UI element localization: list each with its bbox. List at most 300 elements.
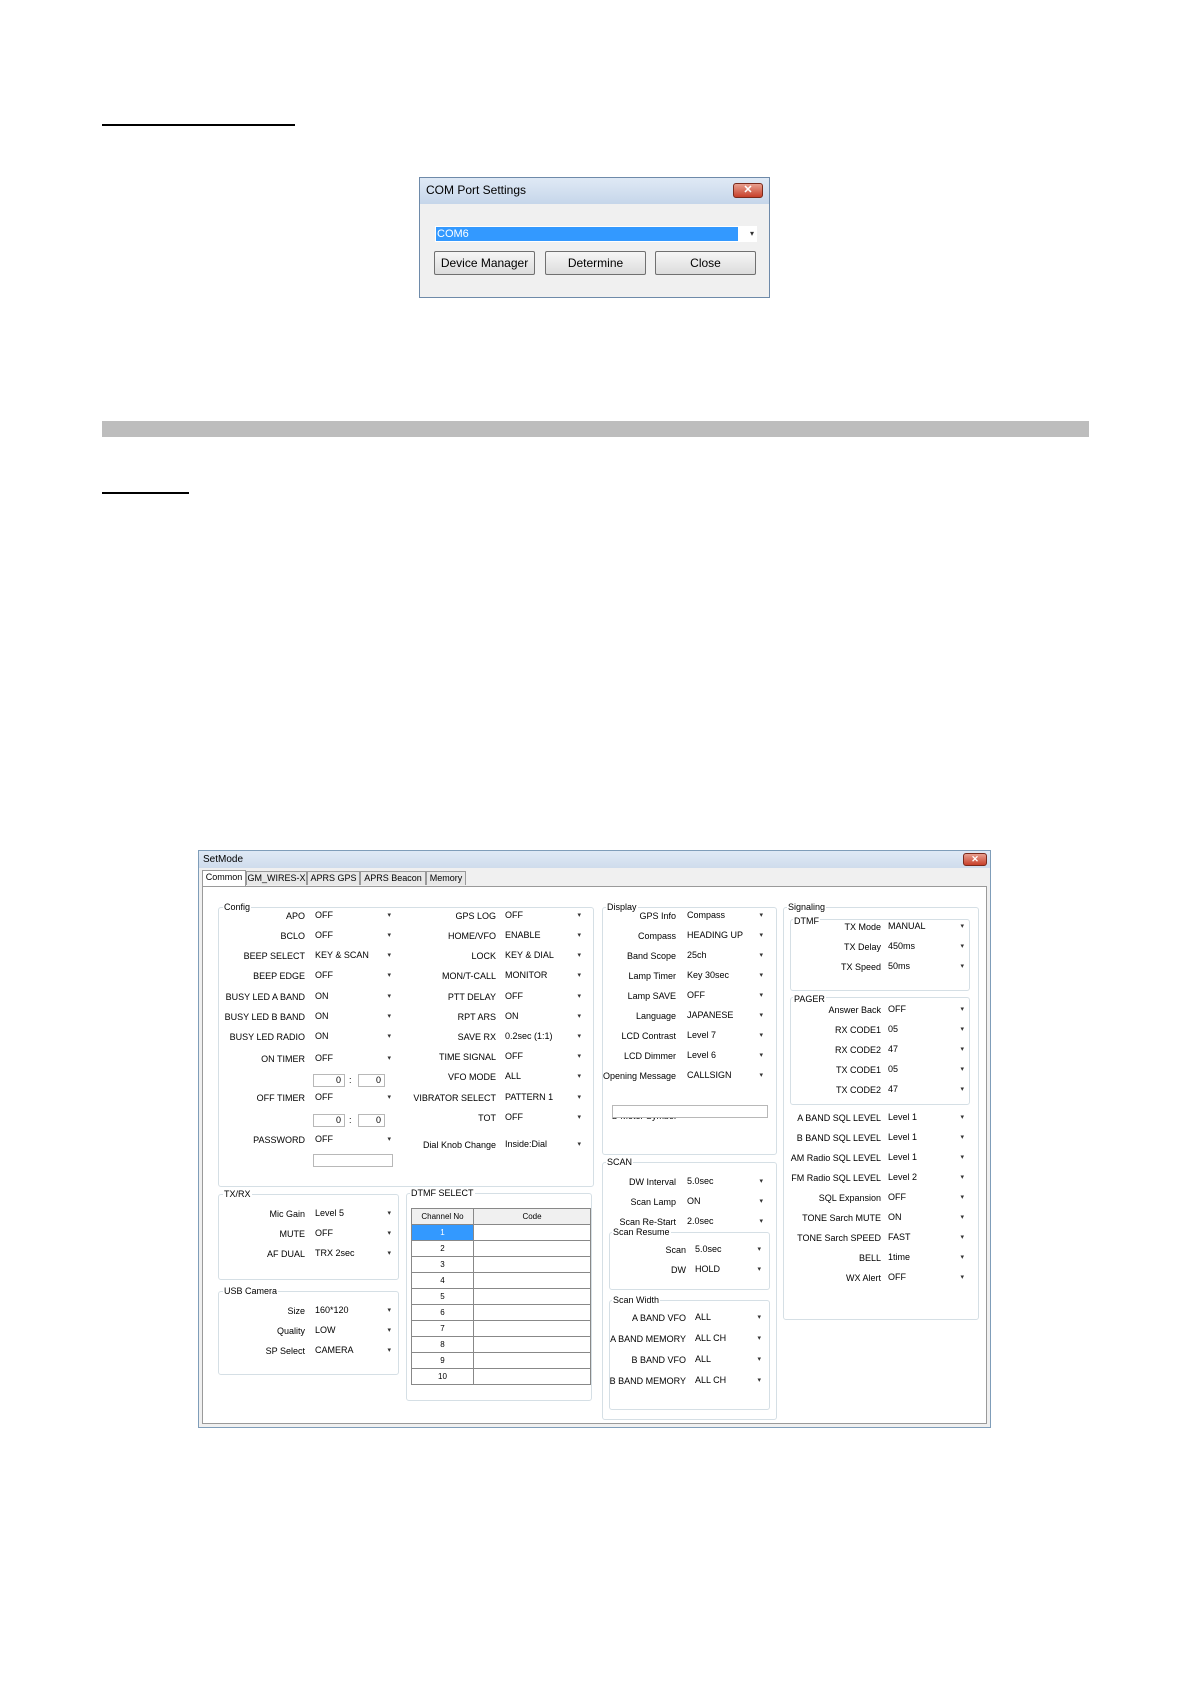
apo-value: OFF: [315, 910, 333, 920]
chevron-down-icon[interactable]: ▾: [577, 952, 581, 959]
chevron-down-icon[interactable]: ▾: [960, 1026, 964, 1033]
setmode-window: [198, 850, 991, 1428]
chevron-down-icon[interactable]: ▾: [387, 932, 391, 939]
quality-value: LOW: [315, 1325, 336, 1335]
chevron-down-icon[interactable]: ▾: [960, 1154, 964, 1161]
chevron-down-icon[interactable]: ▾: [387, 1033, 391, 1040]
channel-number[interactable]: 4: [412, 1273, 474, 1289]
table-row[interactable]: [412, 1257, 591, 1273]
vibrator-select-value: PATTERN 1: [505, 1092, 554, 1102]
chevron-down-icon[interactable]: ▾: [577, 1033, 581, 1040]
close-icon[interactable]: ✕: [733, 183, 763, 198]
chevron-down-icon[interactable]: ▾: [960, 1006, 964, 1013]
a-band-sql-level-select[interactable]: [886, 1111, 966, 1124]
tab-gm-wires-x[interactable]: GM_WIRES-X: [247, 873, 306, 883]
setmode-title: SetMode: [203, 854, 244, 865]
signaling-group-label: Signaling: [788, 902, 826, 912]
beep-select-select[interactable]: [313, 949, 393, 962]
af-dual-value: TRX 2sec: [315, 1248, 355, 1258]
chevron-down-icon[interactable]: ▾: [577, 932, 581, 939]
rpt-ars-select[interactable]: [503, 1010, 583, 1023]
channel-code[interactable]: [474, 1321, 591, 1337]
dtmf-col-channel: Channel No: [412, 1209, 474, 1225]
chevron-down-icon[interactable]: ▾: [757, 1335, 761, 1342]
size-value: 160*120: [315, 1305, 349, 1315]
table-row[interactable]: [412, 1289, 591, 1305]
b-band-sql-level-select[interactable]: [886, 1131, 966, 1144]
mon-t-call-value: MONITOR: [505, 970, 548, 980]
on-timer-value: OFF: [315, 1053, 333, 1063]
lcd-dimmer-label: LCD Dimmer: [623, 1051, 676, 1061]
channel-code[interactable]: [474, 1257, 591, 1273]
chevron-down-icon[interactable]: ▾: [387, 1136, 391, 1143]
scan-label: Scan: [665, 1245, 686, 1255]
dw-select[interactable]: [693, 1263, 763, 1276]
lock-label: LOCK: [471, 951, 496, 961]
busy-led-b-band-label: BUSY LED B BAND: [224, 1012, 305, 1022]
beep-select-value: KEY & SCAN: [315, 950, 369, 960]
b-band-vfo-select[interactable]: [693, 1353, 763, 1366]
mic-gain-label: Mic Gain: [269, 1209, 305, 1219]
lamp-timer-select[interactable]: [685, 969, 765, 982]
dw-value: HOLD: [695, 1264, 721, 1274]
dtmf-select-label: DTMF SELECT: [411, 1188, 474, 1198]
chevron-down-icon[interactable]: ▾: [960, 943, 964, 950]
time-signal-value: OFF: [505, 1051, 523, 1061]
a-band-vfo-select[interactable]: [693, 1311, 763, 1324]
fm-radio-sql-level-value: Level 2: [888, 1172, 918, 1182]
mon-t-call-label: MON/T-CALL: [441, 971, 496, 981]
chevron-down-icon[interactable]: ▾: [577, 1013, 581, 1020]
lcd-contrast-select[interactable]: [685, 1029, 765, 1042]
a-band-memory-value: ALL CH: [695, 1333, 727, 1343]
mic-gain-value: Level 5: [315, 1208, 345, 1218]
chevron-down-icon[interactable]: ▾: [387, 952, 391, 959]
ptt-delay-select[interactable]: [503, 990, 583, 1003]
tx-mode-select[interactable]: [886, 920, 966, 933]
band-scope-label: Band Scope: [626, 951, 676, 961]
tx-code1-value: 05: [888, 1064, 899, 1074]
vfo-mode-select[interactable]: [503, 1070, 583, 1083]
busy-led-a-band-select[interactable]: [313, 990, 393, 1003]
chevron-down-icon[interactable]: ▾: [387, 1013, 391, 1020]
rpt-ars-value: ON: [505, 1011, 519, 1021]
size-select[interactable]: [313, 1304, 393, 1317]
apo-label: APO: [285, 911, 305, 921]
dial-knob-change-select[interactable]: [503, 1138, 583, 1151]
vibrator-select-label: VIBRATOR SELECT: [413, 1093, 496, 1103]
password-value: OFF: [315, 1134, 333, 1144]
chevron-down-icon[interactable]: ▾: [387, 1210, 391, 1217]
am-radio-sql-level-select[interactable]: [886, 1151, 966, 1164]
channel-number[interactable]: 9: [412, 1353, 474, 1369]
scan-width-label: Scan Width: [613, 1295, 660, 1305]
quality-select[interactable]: [313, 1324, 393, 1337]
beep-edge-value: OFF: [315, 970, 333, 980]
off-timer-select[interactable]: [313, 1091, 393, 1104]
table-row[interactable]: [412, 1273, 591, 1289]
ptt-delay-value: OFF: [505, 991, 523, 1001]
tx-delay-label: TX Delay: [843, 942, 881, 952]
chevron-down-icon[interactable]: ▾: [960, 1046, 964, 1053]
answer-back-label: Answer Back: [828, 1005, 881, 1015]
language-label: Language: [635, 1011, 676, 1021]
ptt-delay-label: PTT DELAY: [447, 992, 496, 1002]
channel-number[interactable]: 6: [412, 1305, 474, 1321]
chevron-down-icon[interactable]: ▾: [759, 952, 763, 959]
channel-number[interactable]: 8: [412, 1337, 474, 1353]
a-band-memory-select[interactable]: [693, 1332, 763, 1345]
dialog-title: COM Port Settings: [426, 183, 527, 197]
usb-camera-group-label: USB Camera: [224, 1286, 278, 1296]
tx-speed-select[interactable]: [886, 960, 966, 973]
tot-select[interactable]: [503, 1111, 583, 1124]
password-label: PASSWORD: [253, 1135, 305, 1145]
lcd-contrast-value: Level 7: [687, 1030, 717, 1040]
scan-select[interactable]: [693, 1243, 763, 1256]
scan-lamp-select[interactable]: [685, 1195, 765, 1208]
rx-code2-label: RX CODE2: [834, 1045, 881, 1055]
channel-code[interactable]: [474, 1369, 591, 1385]
chevron-down-icon[interactable]: ▾: [387, 1094, 391, 1101]
tx-mode-value: MANUAL: [888, 921, 926, 931]
answer-back-select[interactable]: [886, 1003, 966, 1016]
am-radio-sql-level-value: Level 1: [888, 1152, 918, 1162]
tx-code1-label: TX CODE1: [835, 1065, 881, 1075]
gps-log-select[interactable]: [503, 909, 583, 922]
com-port-select[interactable]: [435, 226, 757, 242]
channel-code[interactable]: [474, 1289, 591, 1305]
table-row[interactable]: [412, 1225, 591, 1241]
chevron-down-icon[interactable]: ▾: [960, 1134, 964, 1141]
dtmf-table: [411, 1208, 591, 1385]
vfo-mode-value: ALL: [505, 1071, 522, 1081]
mute-label: MUTE: [279, 1229, 305, 1239]
gps-info-label: GPS Info: [639, 911, 676, 921]
rx-code1-label: RX CODE1: [834, 1025, 881, 1035]
lamp-save-label: Lamp SAVE: [627, 991, 676, 1001]
dtmf-group-label: DTMF: [794, 916, 819, 926]
chevron-down-icon[interactable]: ▾: [759, 992, 763, 999]
pager-group-label: PAGER: [794, 994, 825, 1004]
table-row[interactable]: [412, 1337, 591, 1353]
time-signal-label: TIME SIGNAL: [438, 1052, 496, 1062]
tx-mode-label: TX Mode: [844, 922, 881, 932]
lock-value: KEY & DIAL: [505, 950, 554, 960]
sql-expansion-value: OFF: [888, 1192, 906, 1202]
chevron-down-icon[interactable]: ▾: [759, 1012, 763, 1019]
sp-select-label: SP Select: [265, 1346, 305, 1356]
chevron-down-icon[interactable]: ▾: [960, 1174, 964, 1181]
chevron-down-icon[interactable]: ▾: [759, 912, 763, 919]
rx-code1-select[interactable]: [886, 1023, 966, 1036]
chevron-down-icon[interactable]: ▾: [759, 972, 763, 979]
tone-sarch-speed-label: TONE Sarch SPEED: [797, 1233, 881, 1243]
tab-common[interactable]: Common: [202, 870, 246, 886]
off-timer-value: OFF: [315, 1092, 333, 1102]
busy-led-radio-label: BUSY LED RADIO: [229, 1032, 305, 1042]
close-icon[interactable]: ✕: [963, 853, 987, 866]
compass-select[interactable]: [685, 929, 765, 942]
chevron-down-icon[interactable]: ▾: [960, 1254, 964, 1261]
lcd-contrast-label: LCD Contrast: [621, 1031, 676, 1041]
table-row[interactable]: [412, 1321, 591, 1337]
compass-value: HEADING UP: [687, 930, 744, 940]
opening-message-label: Opening Message: [602, 1071, 676, 1081]
gps-log-value: OFF: [505, 910, 523, 920]
channel-number[interactable]: 5: [412, 1289, 474, 1305]
time-signal-select[interactable]: [503, 1050, 583, 1063]
on-timer-label: ON TIMER: [261, 1054, 305, 1064]
b-band-sql-level-value: Level 1: [888, 1132, 918, 1142]
chevron-down-icon[interactable]: ▾: [960, 1086, 964, 1093]
vibrator-select-select[interactable]: [503, 1091, 583, 1104]
home-vfo-select[interactable]: [503, 929, 583, 942]
busy-led-a-band-label: BUSY LED A BAND: [225, 992, 305, 1002]
beep-edge-label: BEEP EDGE: [253, 971, 305, 981]
a-band-memory-label: A BAND MEMORY: [610, 1334, 686, 1344]
dial-knob-change-value: Inside:Dial: [505, 1139, 548, 1149]
on-timer-select[interactable]: [313, 1052, 393, 1065]
bclo-value: OFF: [315, 930, 333, 940]
determine-button[interactable]: Determine: [545, 251, 646, 275]
channel-number[interactable]: 7: [412, 1321, 474, 1337]
tot-value: OFF: [505, 1112, 523, 1122]
password-input[interactable]: [313, 1154, 393, 1167]
b-band-sql-level-label: B BAND SQL LEVEL: [796, 1133, 881, 1143]
language-select[interactable]: [685, 1009, 765, 1022]
chevron-down-icon[interactable]: ▾: [387, 993, 391, 1000]
apo-select[interactable]: [313, 909, 393, 922]
tot-label: TOT: [478, 1113, 496, 1123]
channel-code[interactable]: [474, 1353, 591, 1369]
save-rx-value: 0.2sec (1:1): [505, 1031, 553, 1041]
chevron-down-icon[interactable]: ▾: [387, 972, 391, 979]
chevron-down-icon[interactable]: ▾: [387, 1055, 391, 1062]
gps-info-select[interactable]: [685, 909, 765, 922]
on-timer-hours-input[interactable]: 0: [313, 1074, 345, 1087]
save-rx-select[interactable]: [503, 1030, 583, 1043]
tx-code2-value: 47: [888, 1084, 899, 1094]
tx-code2-select[interactable]: [886, 1083, 966, 1096]
quality-label: Quality: [276, 1326, 305, 1336]
chevron-down-icon[interactable]: ▾: [757, 1246, 761, 1253]
password-select[interactable]: [313, 1133, 393, 1146]
af-dual-label: AF DUAL: [266, 1249, 305, 1259]
chevron-down-icon[interactable]: ▾: [759, 1198, 763, 1205]
scan-lamp-value: ON: [687, 1196, 701, 1206]
tx-delay-select[interactable]: [886, 940, 966, 953]
lamp-save-select[interactable]: [685, 989, 765, 1002]
chevron-down-icon[interactable]: ▾: [387, 1347, 391, 1354]
scan-value: 5.0sec: [695, 1244, 722, 1254]
chevron-down-icon[interactable]: ▾: [960, 1274, 964, 1281]
home-vfo-label: HOME/VFO: [447, 931, 496, 941]
wx-alert-select[interactable]: [886, 1271, 966, 1284]
channel-code[interactable]: [474, 1241, 591, 1257]
tx-code2-label: TX CODE2: [835, 1085, 881, 1095]
opening-message-select[interactable]: [685, 1069, 765, 1082]
chevron-down-icon[interactable]: ▾: [577, 1114, 581, 1121]
rx-code2-value: 47: [888, 1044, 899, 1054]
chevron-down-icon[interactable]: ▾: [757, 1356, 761, 1363]
rpt-ars-label: RPT ARS: [457, 1012, 496, 1022]
fm-radio-sql-level-label: FM Radio SQL LEVEL: [791, 1173, 881, 1183]
tab-memory[interactable]: Memory: [426, 871, 466, 885]
chevron-down-icon[interactable]: ▾: [759, 1218, 763, 1225]
bell-select[interactable]: [886, 1251, 966, 1264]
b-band-vfo-value: ALL: [695, 1354, 712, 1364]
bclo-select[interactable]: [313, 929, 393, 942]
channel-number[interactable]: 1: [412, 1225, 474, 1241]
beep-edge-select[interactable]: [313, 969, 393, 982]
sp-select-value: CAMERA: [315, 1345, 354, 1355]
sql-expansion-label: SQL Expansion: [818, 1193, 881, 1203]
chevron-down-icon[interactable]: ▾: [387, 912, 391, 919]
af-dual-select[interactable]: [313, 1247, 393, 1260]
tab-aprs-gps[interactable]: APRS GPS: [307, 871, 360, 885]
bclo-label: BCLO: [280, 931, 305, 941]
lcd-dimmer-value: Level 6: [687, 1050, 717, 1060]
dw-interval-select[interactable]: [685, 1175, 765, 1188]
tx-speed-value: 50ms: [888, 961, 911, 971]
chevron-down-icon[interactable]: ▾: [960, 923, 964, 930]
busy-led-b-band-select[interactable]: [313, 1010, 393, 1023]
chevron-down-icon[interactable]: ▾: [960, 963, 964, 970]
channel-code[interactable]: [474, 1273, 591, 1289]
mute-select[interactable]: [313, 1227, 393, 1240]
wx-alert-label: WX Alert: [845, 1273, 881, 1283]
chevron-down-icon[interactable]: ▾: [960, 1234, 964, 1241]
channel-code[interactable]: [474, 1337, 591, 1353]
setmode-titlebar: [199, 851, 990, 868]
chevron-down-icon[interactable]: ▾: [759, 1072, 763, 1079]
tone-sarch-speed-select[interactable]: [886, 1231, 966, 1244]
chevron-down-icon[interactable]: ▾: [577, 1073, 581, 1080]
chevron-down-icon[interactable]: ▾: [960, 1066, 964, 1073]
tone-sarch-speed-value: FAST: [888, 1232, 911, 1242]
dw-interval-label: DW Interval: [628, 1177, 676, 1187]
band-scope-select[interactable]: [685, 949, 765, 962]
table-row[interactable]: [412, 1241, 591, 1257]
rx-code1-value: 05: [888, 1024, 899, 1034]
channel-code[interactable]: [474, 1305, 591, 1321]
b-band-memory-value: ALL CH: [695, 1375, 727, 1385]
chevron-down-icon[interactable]: ▾: [387, 1250, 391, 1257]
b-band-vfo-label: B BAND VFO: [631, 1355, 686, 1365]
chevron-down-icon[interactable]: ▾: [757, 1314, 761, 1321]
channel-number[interactable]: 10: [412, 1369, 474, 1385]
chevron-down-icon[interactable]: ▾: [387, 1327, 391, 1334]
tx-delay-value: 450ms: [888, 941, 916, 951]
tx-code1-select[interactable]: [886, 1063, 966, 1076]
table-row[interactable]: [412, 1353, 591, 1369]
chevron-down-icon[interactable]: ▾: [577, 993, 581, 1000]
dialog-titlebar: [420, 178, 769, 204]
chevron-down-icon[interactable]: ▾: [577, 972, 581, 979]
scan-re-start-select[interactable]: [685, 1215, 765, 1228]
dial-knob-change-label: Dial Knob Change: [422, 1140, 496, 1150]
busy-led-radio-select[interactable]: [313, 1030, 393, 1043]
channel-number[interactable]: 2: [412, 1241, 474, 1257]
chevron-down-icon[interactable]: ▾: [577, 1094, 581, 1101]
tone-sarch-mute-select[interactable]: [886, 1211, 966, 1224]
close-button[interactable]: Close: [655, 251, 756, 275]
fm-radio-sql-level-select[interactable]: [886, 1171, 966, 1184]
dw-interval-value: 5.0sec: [687, 1176, 714, 1186]
b-band-memory-select[interactable]: [693, 1374, 763, 1387]
answer-back-value: OFF: [888, 1004, 906, 1014]
opening-message-input[interactable]: [612, 1105, 768, 1118]
on-timer-minutes-input[interactable]: 0: [358, 1074, 385, 1087]
tone-sarch-mute-label: TONE Sarch MUTE: [802, 1213, 881, 1223]
a-band-sql-level-label: A BAND SQL LEVEL: [797, 1113, 881, 1123]
tone-sarch-mute-value: ON: [888, 1212, 902, 1222]
tx-speed-label: TX Speed: [840, 962, 881, 972]
chevron-down-icon[interactable]: ▾: [960, 1214, 964, 1221]
sp-select-select[interactable]: [313, 1344, 393, 1357]
scan-re-start-label: Scan Re-Start: [619, 1217, 676, 1227]
off-timer-hours-input[interactable]: 0: [313, 1114, 345, 1127]
lock-select[interactable]: [503, 949, 583, 962]
chevron-down-icon[interactable]: ▾: [749, 229, 754, 238]
chevron-down-icon[interactable]: ▾: [960, 1194, 964, 1201]
chevron-down-icon[interactable]: ▾: [387, 1307, 391, 1314]
chevron-down-icon[interactable]: ▾: [757, 1377, 761, 1384]
channel-code[interactable]: [474, 1225, 591, 1241]
chevron-down-icon[interactable]: ▾: [960, 1114, 964, 1121]
busy-led-radio-value: ON: [315, 1031, 329, 1041]
chevron-down-icon[interactable]: ▾: [577, 912, 581, 919]
heading-underline-2: [102, 492, 189, 494]
lcd-dimmer-select[interactable]: [685, 1049, 765, 1062]
bell-value: 1time: [888, 1252, 911, 1262]
b-band-memory-label: B BAND MEMORY: [609, 1376, 686, 1386]
table-row[interactable]: [412, 1369, 591, 1385]
mic-gain-select[interactable]: [313, 1207, 393, 1220]
home-vfo-value: ENABLE: [505, 930, 541, 940]
chevron-down-icon[interactable]: ▾: [759, 932, 763, 939]
chevron-down-icon[interactable]: ▾: [757, 1266, 761, 1273]
tab-aprs-beacon[interactable]: APRS Beacon: [360, 871, 426, 885]
common-tab-panel: [202, 886, 987, 1424]
chevron-down-icon[interactable]: ▾: [387, 1230, 391, 1237]
dtmf-col-code: Code: [474, 1209, 591, 1225]
device-manager-button[interactable]: Device Manager: [434, 251, 535, 275]
off-timer-label: OFF TIMER: [256, 1093, 305, 1103]
display-group-label: Display: [607, 902, 637, 912]
chevron-down-icon[interactable]: ▾: [577, 1141, 581, 1148]
chevron-down-icon[interactable]: ▾: [759, 1178, 763, 1185]
time-separator: :: [349, 1115, 352, 1125]
time-separator: :: [349, 1075, 352, 1085]
gps-info-value: Compass: [687, 910, 726, 920]
a-band-vfo-value: ALL: [695, 1312, 712, 1322]
section-divider: [102, 421, 1089, 437]
channel-number[interactable]: 3: [412, 1257, 474, 1273]
mon-t-call-select[interactable]: [503, 969, 583, 982]
chevron-down-icon[interactable]: ▾: [759, 1032, 763, 1039]
chevron-down-icon[interactable]: ▾: [759, 1052, 763, 1059]
language-value: JAPANESE: [687, 1010, 734, 1020]
rx-code2-select[interactable]: [886, 1043, 966, 1056]
sql-expansion-select[interactable]: [886, 1191, 966, 1204]
off-timer-minutes-input[interactable]: 0: [358, 1114, 385, 1127]
table-row[interactable]: [412, 1305, 591, 1321]
scan-re-start-value: 2.0sec: [687, 1216, 714, 1226]
chevron-down-icon[interactable]: ▾: [577, 1053, 581, 1060]
beep-select-label: BEEP SELECT: [243, 951, 305, 961]
